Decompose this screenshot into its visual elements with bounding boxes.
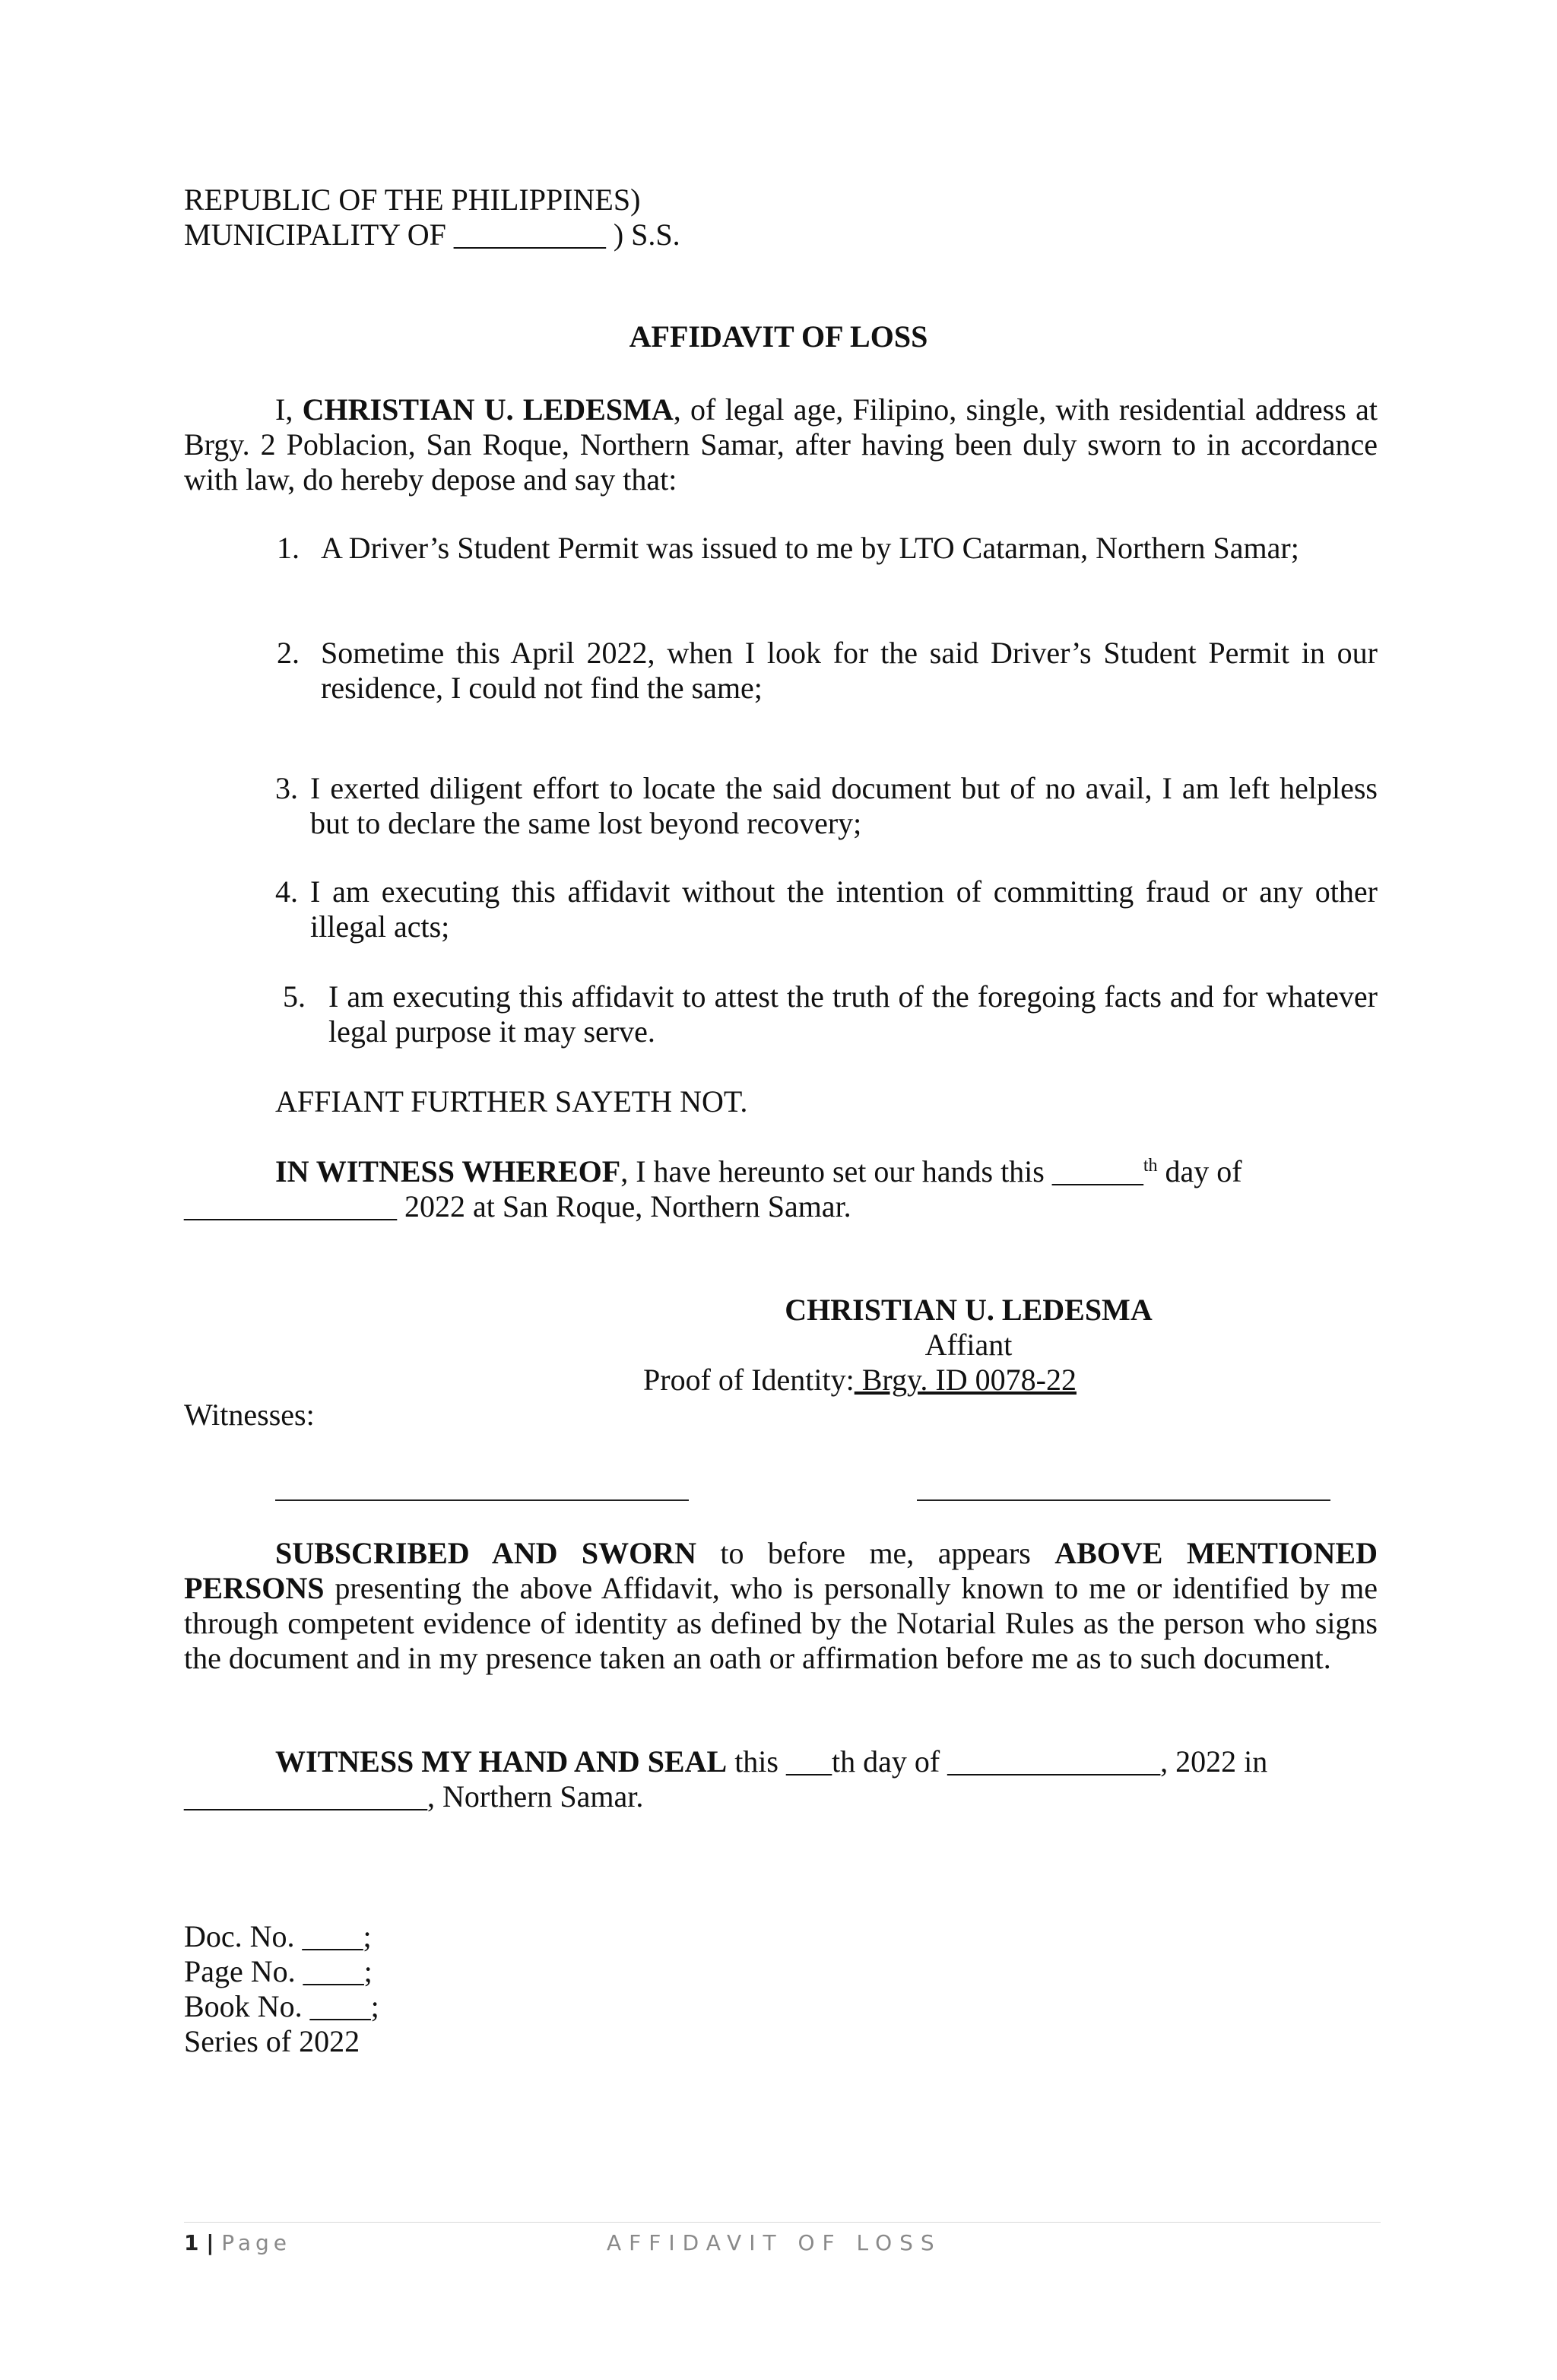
intro-prefix: I,: [275, 392, 293, 427]
day-blank: ___: [785, 1744, 832, 1779]
above-mentioned-persons: ABOVE MENTIONED PERSONS: [184, 1536, 1378, 1605]
jurat-text: to before me, appears: [720, 1536, 1031, 1570]
this-label: this: [734, 1744, 778, 1779]
footer-divider: [184, 2222, 1381, 2223]
witness-hand-seal-heading: WITNESS MY HAND AND SEAL: [275, 1744, 728, 1779]
list-item-text: A Driver’s Student Permit was issued to me by LTO Catarman, Northern Samar;: [321, 531, 1299, 565]
list-item-number: 1.: [277, 531, 300, 565]
list-item-text: I am executing this affidavit to attest the truth of the foregoing facts and for whatever legal purpose it may serve.: [328, 979, 1378, 1049]
list-item-text: Sometime this April 2022, when I look for the said Driver’s Student Permit in our residence, I could not find the same;: [321, 636, 1378, 705]
proof-of-identity-value: Brgy. ID 0078-22: [854, 1363, 1077, 1397]
list-item-number: 4.: [275, 874, 298, 909]
footer-page-number: 1: [184, 2230, 199, 2255]
subscribed-sworn-heading: SUBSCRIBED AND SWORN: [275, 1536, 697, 1570]
document-title: AFFIDAVIT OF LOSS: [629, 319, 928, 354]
list-item: [275, 771, 1378, 841]
venue-header: [184, 182, 944, 252]
series-year: Series of 2022: [184, 2024, 360, 2058]
book-number: Book No. ____;: [184, 1989, 379, 2023]
day-of-label: day of: [1165, 1154, 1242, 1188]
affiant-name: CHRISTIAN U. LEDESMA: [302, 392, 674, 427]
list-item-text: I am executing this affidavit without the intention of committing fraud or any other illegal acts;: [310, 874, 1378, 944]
proof-of-identity-label: Proof of Identity:: [643, 1363, 855, 1397]
footer-page-word: Page: [221, 2230, 292, 2255]
list-item-number: 5.: [283, 979, 306, 1014]
list-item: [277, 531, 1378, 566]
list-item-number: 3.: [275, 771, 298, 805]
witness-signature-line: [917, 1499, 1330, 1501]
month-blank: ______________: [947, 1744, 1161, 1779]
venue-line-republic: REPUBLIC OF THE PHILIPPINES): [184, 182, 641, 217]
venue-line-municipality: [184, 217, 944, 252]
list-item: [275, 874, 1378, 944]
affiant-further-statement: AFFIANT FURTHER SAYETH NOT.: [275, 1084, 748, 1119]
intro-text: , of legal age, Filipino, single, with residential address at Brgy. 2 Poblacion, San Roque, Northern Samar, after having been duly sworn to in accordance with law, do hereby depose and say that:: [184, 392, 1378, 497]
municipality-blank: __________: [453, 217, 606, 252]
th-day-of-label: th day of: [831, 1744, 940, 1779]
page-number-entry: Page No. ____;: [184, 1954, 373, 1988]
witness-hand-seal-paragraph: [184, 1744, 1378, 1814]
footer-page-indicator: [184, 2228, 291, 2258]
jurat-paragraph: [184, 1536, 1378, 1676]
year-in-label: , 2022 in: [1160, 1744, 1268, 1779]
list-item-number: 2.: [277, 636, 300, 670]
witnesses-label: Witnesses:: [184, 1398, 315, 1432]
witness-whereof-heading: IN WITNESS WHEREOF: [275, 1154, 621, 1188]
signatory-name: CHRISTIAN U. LEDESMA: [785, 1293, 1153, 1327]
notarial-register: [184, 1919, 640, 2059]
footer-document-title: AFFIDAVIT OF LOSS: [607, 2230, 942, 2255]
list-item: [283, 979, 1378, 1049]
province-text: , Northern Samar.: [427, 1779, 644, 1814]
witness-whereof-paragraph: [184, 1154, 1378, 1224]
list-item: [277, 636, 1378, 706]
footer-separator: |: [198, 2230, 222, 2255]
place-blank: ________________: [184, 1779, 427, 1814]
day-blank: ______: [1051, 1154, 1143, 1188]
ss-label: ) S.S.: [613, 217, 680, 252]
intro-paragraph: [184, 392, 1378, 497]
month-blank: ______________: [184, 1189, 397, 1223]
jurat-body: presenting the above Affidavit, who is personally known to me or identified by me through competent evidence of identity as defined by the Notarial Rules as the person who signs the document and in my presence taken an oath or affirmation before me as to such document.: [184, 1571, 1378, 1675]
ordinal-suffix: th: [1143, 1156, 1158, 1176]
year-place-text: 2022 at San Roque, Northern Samar.: [404, 1189, 851, 1223]
page-footer: [184, 2228, 1381, 2258]
municipality-label: MUNICIPALITY OF: [184, 217, 446, 252]
list-item-text: I exerted diligent effort to locate the said document but of no avail, I am left helpless but to declare the same lost beyond recovery;: [310, 771, 1378, 840]
witness-signature-line: [275, 1499, 689, 1501]
witness-whereof-text: , I have hereunto set our hands this: [620, 1154, 1045, 1188]
doc-number: Doc. No. ____;: [184, 1919, 372, 1953]
proof-of-identity: [643, 1363, 1327, 1398]
signatory-role: Affiant: [924, 1328, 1013, 1362]
